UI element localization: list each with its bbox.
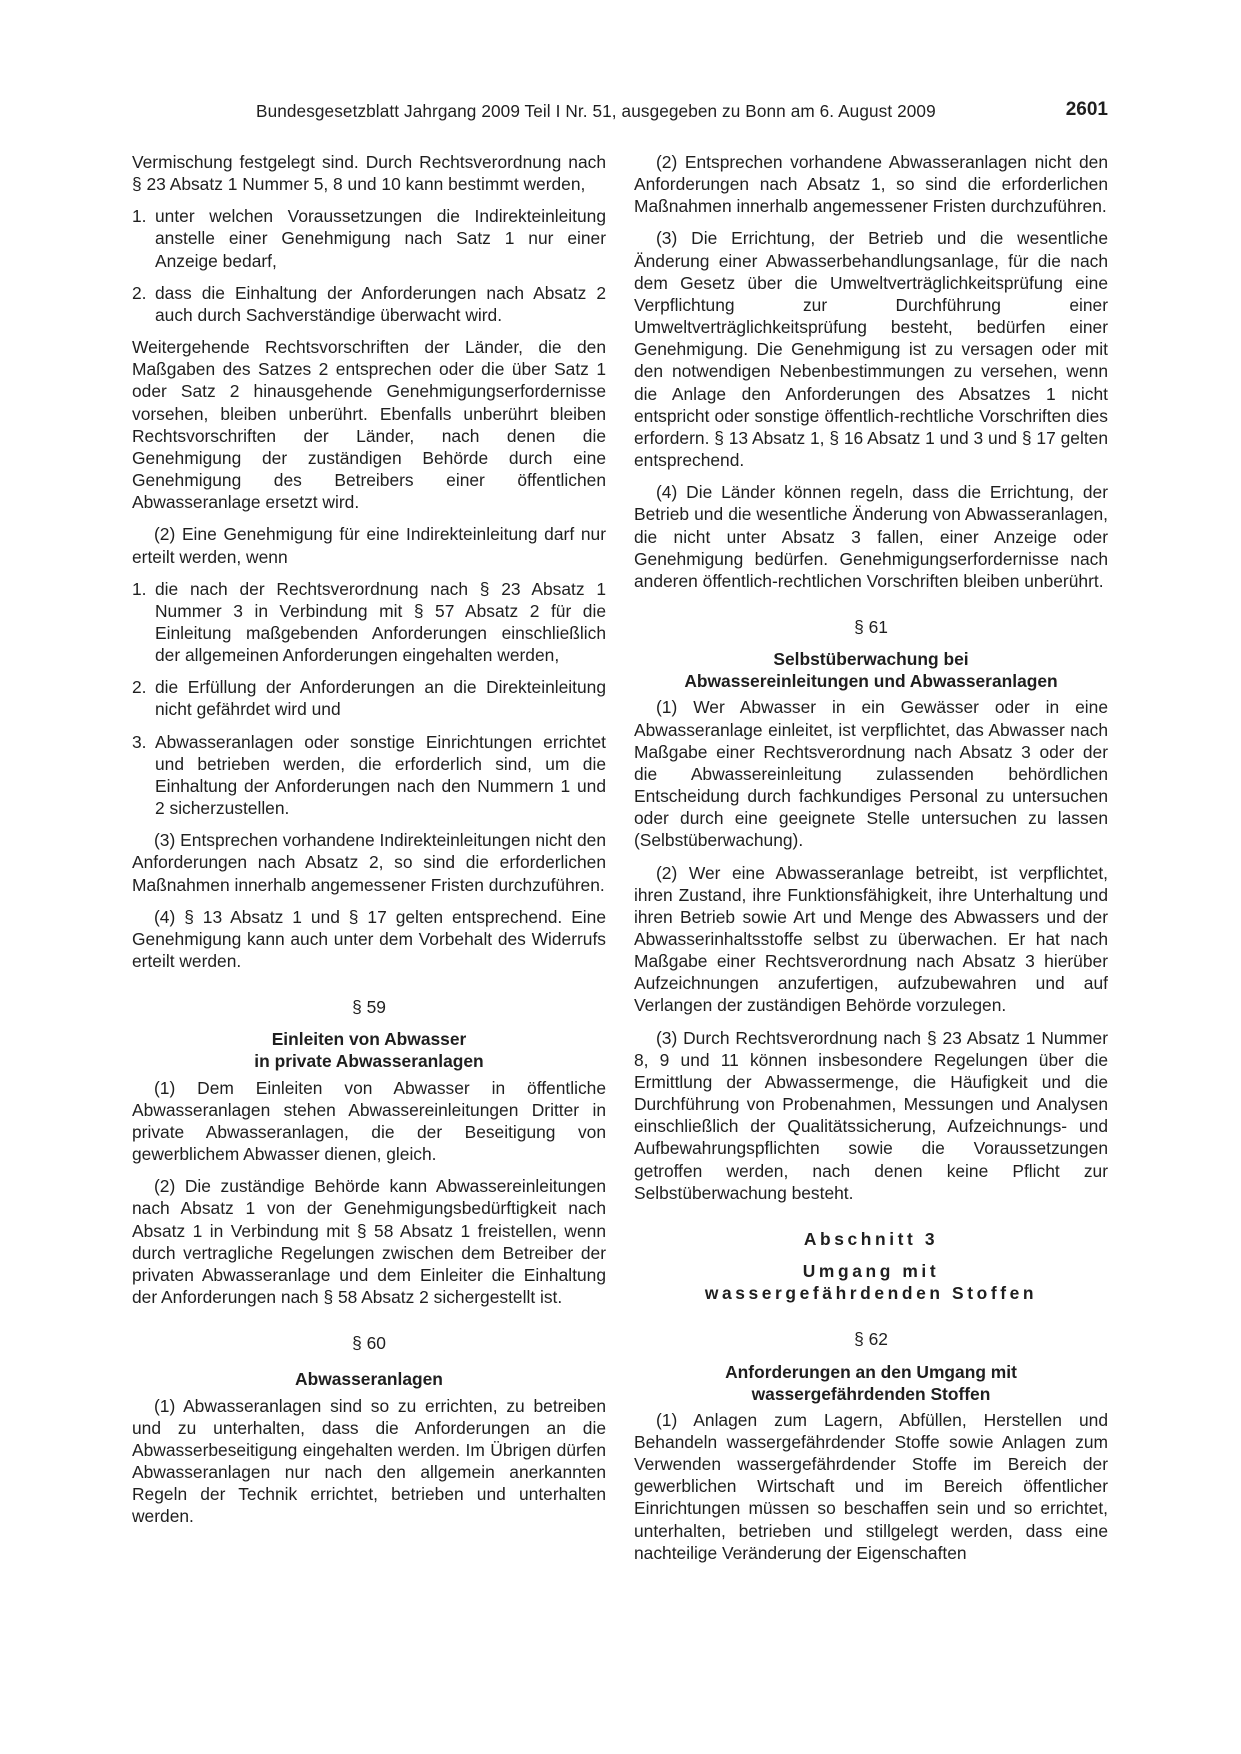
running-header <box>256 101 1108 127</box>
paragraph: (2) Eine Genehmigung für eine Indirekteinleitung darf nur erteilt werden, wenn <box>132 524 606 567</box>
list-text: Abwasseranlagen oder sonstige Einrichtungen errichtet und betrieben werden, die erforderlich sind, um die Einhaltung der Anforderungen nach den Nummern 1 und 2 sicherzustellen. <box>155 731 606 819</box>
paragraph: (2) Die zuständige Behörde kann Abwassereinleitungen nach Absatz 1 von der Genehmigungsbedürftigkeit nach Absatz 1 in Verbindung mit § 58 Absatz 1 freistellen, wenn durch vertragliche Regelungen zwischen dem Betreiber der privaten Abwasseranlage und dem Einleiter die Einhaltung der Anforderungen nach § 58 Absatz 2 sichergestellt ist. <box>132 1176 606 1308</box>
section-number-59: § 59 <box>352 997 386 1018</box>
paragraph: (2) Wer eine Abwasseranlage betreibt, ist verpflichtet, ihren Zustand, ihre Funktionsfähigkeit, ihre Unterhaltung und ihren Betrieb sowie Art und Menge des Abwassers und der Abwasserinhaltsstoffe selbst zu überwachen. Er hat nach Maßgabe einer Rechtsverordnung nach Absatz 3 hierüber Aufzeichnungen anzufertigen, aufzubewahren und auf Verlangen der zuständigen Behörde vorzulegen. <box>634 862 1108 1016</box>
right-column <box>634 151 1108 1574</box>
paragraph: (1) Abwasseranlagen sind so zu errichten, zu betreiben und zu unterhalten, dass die Anforderungen an die Abwasserbeseitigung eingehalten werden. Im Übrigen dürfen Abwasseranlagen nur nach den allgemein anerkannten Regeln der Technik errichtet, betrieben und unterhalten werden. <box>132 1395 606 1527</box>
section-number-61: § 61 <box>854 616 888 637</box>
paragraph: (1) Dem Einleiten von Abwasser in öffentliche Abwasseranlagen stehen Abwassereinleitungen Dritter in private Abwasseranlagen, die der Beseitigung von gewerblichem Abwasser dienen, gleich. <box>132 1077 606 1165</box>
list-item <box>132 578 606 667</box>
section-number-62: § 62 <box>854 1329 888 1350</box>
left-column <box>132 151 606 1537</box>
section-title-61-line1: Selbstüberwachung bei <box>773 649 969 670</box>
list-number: 1. <box>132 206 147 227</box>
paragraph: (3) Entsprechen vorhandene Indirekteinleitungen nicht den Anforderungen nach Absatz 2, so sind die erforderlichen Maßnahmen innerhalb angemessener Fristen durchzuführen. <box>132 830 606 895</box>
section-title-60: Abwasseranlagen <box>295 1369 443 1390</box>
list-text: die nach der Rechtsverordnung nach § 23 Absatz 1 Nummer 3 in Verbindung mit § 57 Absatz 2 für die Einleitung maßgebenden Anforderungen einschließlich der allgemeinen Anforderungen eingehalten werden, <box>155 578 606 666</box>
list-item <box>132 282 606 326</box>
list-item <box>132 205 606 271</box>
chapter-title-line2: wassergefährdenden Stoffen <box>704 1283 1038 1304</box>
list-number: 2. <box>132 282 147 303</box>
list-text: dass die Einhaltung der Anforderungen nach Absatz 2 auch durch Sachverständige überwacht wird. <box>155 282 606 325</box>
list-number: 2. <box>132 677 147 698</box>
list-number: 3. <box>132 731 147 752</box>
chapter-title-line1: Umgang mit <box>802 1261 940 1282</box>
section-title-61-line2: Abwassereinleitungen und Abwasseranlagen <box>684 671 1058 692</box>
paragraph: (3) Die Errichtung, der Betrieb und die wesentliche Änderung einer Abwasserbehandlungsanlage, für die nach dem Gesetz über die Umweltverträglichkeitsprüfung eine Verpflichtung zur Durchführung einer Umweltverträglichkeitsprüfung besteht, bedürfen einer Genehmigung. Die Genehmigung ist zu versagen oder mit den notwendigen Nebenbestimmungen zu versehen, wenn die Anlage den Anforderungen des Absatzes 1 nicht entspricht oder sonstige öffentlich-rechtliche Vorschriften dies erfordern. § 13 Absatz 1, § 16 Absatz 1 und 3 und § 17 gelten entsprechend. <box>634 228 1108 471</box>
list-number: 1. <box>132 578 147 599</box>
section-title-62-line1: Anforderungen an den Umgang mit <box>725 1361 1017 1382</box>
paragraph: (2) Entsprechen vorhandene Abwasseranlagen nicht den Anforderungen nach Absatz 1, so sind die erforderlichen Maßnahmen innerhalb angemessener Fristen durchzuführen. <box>634 152 1108 217</box>
paragraph: (4) Die Länder können regeln, dass die Errichtung, der Betrieb und die wesentliche Änderung von Abwasseranlagen, die nicht unter Absatz 3 fallen, einer Anzeige oder Genehmigung bedürfen. Genehmigungserfordernisse nach anderen öffentlich-rechtlichen Vorschriften bleiben unberührt. <box>634 482 1108 591</box>
list-text: die Erfüllung der Anforderungen an die Direkteinleitung nicht gefährdet wird und <box>155 677 606 720</box>
list-text: unter welchen Voraussetzungen die Indirekteinleitung anstelle einer Genehmigung nach Satz 1 nur einer Anzeige bedarf, <box>155 206 606 271</box>
section-title-59-line1: Einleiten von Abwasser <box>271 1029 467 1050</box>
paragraph: (3) Durch Rechtsverordnung nach § 23 Absatz 1 Nummer 8, 9 und 11 können insbesondere Regelungen über die Ermittlung der Abwassermenge, die Häufigkeit und die Durchführung von Probenahmen, Messungen und Analysen einschließlich der Qualitätssicherung, Aufzeichnungs- und Aufbewahrungspflichten sowie die Voraussetzungen getroffen werden, nach denen keine Pflicht zur Selbstüberwachung besteht. <box>634 1027 1108 1203</box>
paragraph: Weitergehende Rechtsvorschriften der Länder, die den Maßgaben des Satzes 2 entsprechen oder die über Satz 1 oder Satz 2 hinausgehende Genehmigungserfordernisse vorsehen, bleiben unberührt. Ebenfalls unberührt bleiben Rechtsvorschriften der Länder, nach denen die Genehmigung der zuständigen Behörde durch eine Genehmigung des Betreibers einer öffentlichen Abwasseranlage ersetzt wird. <box>132 337 606 513</box>
paragraph: Vermischung festgelegt sind. Durch Rechtsverordnung nach § 23 Absatz 1 Nummer 5, 8 und 10 kann bestimmt werden, <box>132 152 606 195</box>
section-title-59-line2: in private Abwasseranlagen <box>254 1051 484 1072</box>
chapter-heading: Abschnitt 3 <box>803 1228 939 1249</box>
paragraph: (4) § 13 Absatz 1 und § 17 gelten entsprechend. Eine Genehmigung kann auch unter dem Vorbehalt des Widerrufs erteilt werden. <box>132 906 606 971</box>
paragraph: (1) Anlagen zum Lagern, Abfüllen, Herstellen und Behandeln wassergefährdender Stoffe sowie Anlagen zum Verwenden wassergefährdender Stoffe im Bereich der gewerblichen Wirtschaft und im Bereich öffentlicher Einrichtungen müssen so beschaffen sein und so errichtet, unterhalten, betrieben und stillgelegt werden, dass eine nachteilige Veränderung der Eigenschaften <box>634 1409 1108 1563</box>
running-title: Bundesgesetzblatt Jahrgang 2009 Teil I Nr. 51, ausgegeben zu Bonn am 6. August 2009 <box>256 101 936 121</box>
list-item <box>132 731 606 820</box>
paragraph: (1) Wer Abwasser in ein Gewässer oder in eine Abwasseranlage einleitet, ist verpflichtet, das Abwasser nach Maßgabe einer Rechtsverordnung nach Absatz 3 oder der die Abwassereinleitung zulassenden behördlichen Entscheidung durch fachkundiges Personal zu untersuchen oder durch eine geeignete Stelle untersuchen zu lassen (Selbstüberwachung). <box>634 697 1108 851</box>
page-number: 2601 <box>1065 99 1108 120</box>
list-item <box>132 676 606 720</box>
section-number-60: § 60 <box>352 1333 386 1354</box>
section-title-62-line2: wassergefährdenden Stoffen <box>751 1383 991 1404</box>
